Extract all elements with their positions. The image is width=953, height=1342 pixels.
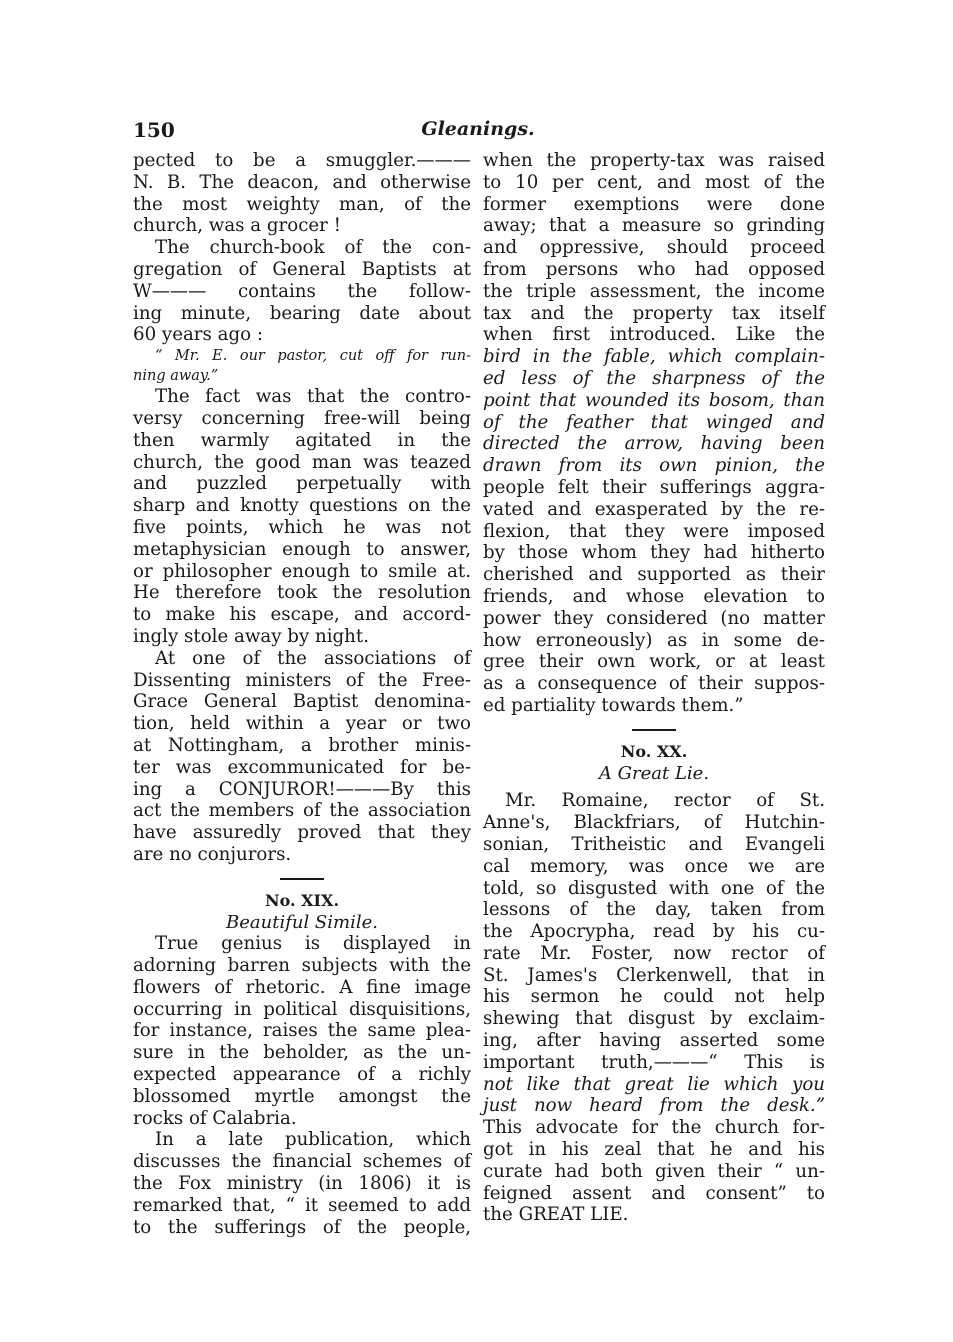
text-line: At one of the associations of: [155, 647, 471, 669]
text-line: friends, and whose elevation to: [483, 585, 825, 607]
text-line: ingly stole away by night.: [133, 625, 369, 647]
text-line: N. B. The deacon, and otherwise: [133, 171, 471, 193]
quoted-minute: “ Mr. E. our pastor, cut off for run-: [155, 348, 471, 365]
text-line: vated and exasperated by the re-: [483, 498, 825, 520]
text-line: adorning barren subjects with the: [133, 955, 471, 977]
text-line: curate had both given their “ un-: [483, 1160, 825, 1182]
text-line: drawn from its own pinion, the: [483, 455, 825, 477]
text-line: sonian, Tritheistic and Evangeli: [483, 833, 825, 855]
text-line: Grace General Baptist denomina-: [133, 691, 471, 713]
text-line: He therefore took the resolution: [133, 582, 471, 604]
text-line: In a late publication, which: [155, 1129, 471, 1151]
text-line: by those whom they had hitherto: [483, 542, 825, 564]
text-line: the most weighty man, of the: [133, 193, 471, 215]
text-line: The fact was that the contro-: [155, 386, 471, 408]
text-line: cal memory, was once we are: [483, 855, 825, 877]
text-line: lessons of the day, taken from: [483, 899, 825, 921]
text-line: important truth,———“ This is: [483, 1051, 825, 1073]
text-line: the Apocrypha, read by his cu-: [483, 921, 825, 943]
page-header: [133, 118, 823, 148]
text-line: shewing that disgust by exclaim-: [483, 1008, 825, 1030]
quoted-minute: ning away.”: [133, 368, 219, 385]
text-line: ing, after having asserted some: [483, 1030, 825, 1052]
text-line: are no conjurors.: [133, 843, 292, 865]
text-line: sure in the beholder, as the un-: [133, 1042, 471, 1064]
text-line: gree their own work, or at least: [483, 651, 825, 673]
section-divider: [280, 878, 324, 880]
text-line: directed the arrow, having been: [483, 433, 825, 455]
text-line: blossomed myrtle amongst the: [133, 1085, 471, 1107]
text-line: bird in the fable, which complain-: [483, 346, 825, 368]
section-title: A Great Lie.: [598, 762, 710, 784]
text-line: church, the good man was teazed: [133, 451, 471, 473]
text-line: when first introduced. Like the: [483, 324, 825, 346]
text-line: rate Mr. Foster, now rector of: [483, 942, 825, 964]
text-line: away; that a measure so grinding: [483, 215, 825, 237]
text-line: the GREAT LIE.: [483, 1204, 629, 1226]
text-line: ter was excommunicated for be-: [133, 756, 471, 778]
text-line: to 10 per cent, and most of the: [483, 171, 825, 193]
text-line: and puzzled perpetually with: [133, 473, 471, 495]
text-line: ed less of the sharpness of the: [483, 367, 825, 389]
text-line: ing a CONJUROR!———By this: [133, 778, 471, 800]
text-line: from persons who had opposed: [483, 258, 825, 280]
text-line: just now heard from the desk.”: [483, 1095, 825, 1117]
text-line: or philosopher enough to smile at.: [133, 560, 471, 582]
text-line: remarked that, “ it seemed to add: [133, 1194, 471, 1216]
text-line: point that wounded its bosom, than: [483, 389, 825, 411]
text-line: tax and the property tax itself: [483, 302, 825, 324]
text-line: church, was a grocer !: [133, 215, 341, 237]
section-number: No. XIX.: [264, 890, 340, 910]
text-line: his sermon he could not help: [483, 986, 825, 1008]
text-line: got in his zeal that he and his: [483, 1139, 825, 1161]
text-line: gregation of General Baptists at: [133, 258, 471, 280]
text-line: act the members of the association: [133, 800, 471, 822]
text-line: when the property-tax was raised: [483, 150, 825, 171]
text-line: ing minute, bearing date about: [133, 302, 471, 324]
text-line: tion, held within a year or two: [133, 713, 471, 735]
text-line: Mr. Romaine, rector of St.: [505, 790, 825, 812]
text-line: feigned assent and consent” to: [483, 1182, 825, 1204]
text-line: told, so disgusted with one of the: [483, 877, 825, 899]
text-line: the triple assessment, the income: [483, 280, 825, 302]
text-line: discusses the financial schemes of: [133, 1151, 471, 1173]
text-line: power they considered (no matter: [483, 607, 825, 629]
right-column: [483, 150, 825, 1226]
left-column: [133, 150, 471, 1238]
section-title: Beautiful Simile.: [226, 911, 378, 933]
text-line: people felt their sufferings aggra-: [483, 476, 825, 498]
section-divider: [632, 729, 676, 731]
text-line: occurring in political disquisitions,: [133, 998, 471, 1020]
text-line: sharp and knotty questions on the: [133, 495, 471, 517]
text-line: to make his escape, and accord-: [133, 604, 471, 626]
text-line: as a consequence of their suppos-: [483, 673, 825, 695]
text-line: expected appearance of a richly: [133, 1064, 471, 1086]
text-line: Anne's, Blackfriars, of Hutchin-: [483, 812, 825, 834]
text-line: the Fox ministry (in 1806) it is: [133, 1173, 471, 1195]
text-line: former exemptions were done: [483, 193, 825, 215]
text-line: St. James's Clerkenwell, that in: [483, 964, 825, 986]
text-line: versy concerning free-will being: [133, 407, 471, 429]
running-title: Gleanings.: [421, 118, 535, 140]
text-line: The church-book of the con-: [155, 237, 471, 259]
text-line: pected to be a smuggler.———: [133, 150, 471, 171]
text-line: and oppressive, should proceed: [483, 237, 825, 259]
text-line: ed partiality towards them.”: [483, 694, 744, 716]
text-line: five points, which he was not: [133, 516, 471, 538]
text-line: flexion, that they were imposed: [483, 520, 825, 542]
text-line: metaphysician enough to answer,: [133, 538, 471, 560]
text-line: W——— contains the follow-: [133, 280, 471, 302]
text-line: how erroneously) as in some de-: [483, 629, 825, 651]
section-number: No. XX.: [620, 741, 688, 761]
text-line: rocks of Calabria.: [133, 1107, 297, 1129]
text-line: have assuredly proved that they: [133, 822, 471, 844]
text-line: for instance, raises the same plea-: [133, 1020, 471, 1042]
text-line: not like that great lie which you: [483, 1073, 825, 1095]
text-line: of the feather that winged and: [483, 411, 825, 433]
page-number: 150: [133, 118, 175, 142]
text-line: cherished and supported as their: [483, 564, 825, 586]
text-line: at Nottingham, a brother minis-: [133, 734, 471, 756]
text-line: then warmly agitated in the: [133, 429, 471, 451]
text-line: This advocate for the church for-: [483, 1117, 825, 1139]
text-line: True genius is displayed in: [155, 933, 471, 955]
text-line: to the sufferings of the people,: [133, 1216, 471, 1238]
text-line: Dissenting ministers of the Free-: [133, 669, 471, 691]
text-line: flowers of rhetoric. A fine image: [133, 976, 471, 998]
text-line: 60 years ago :: [133, 324, 263, 346]
